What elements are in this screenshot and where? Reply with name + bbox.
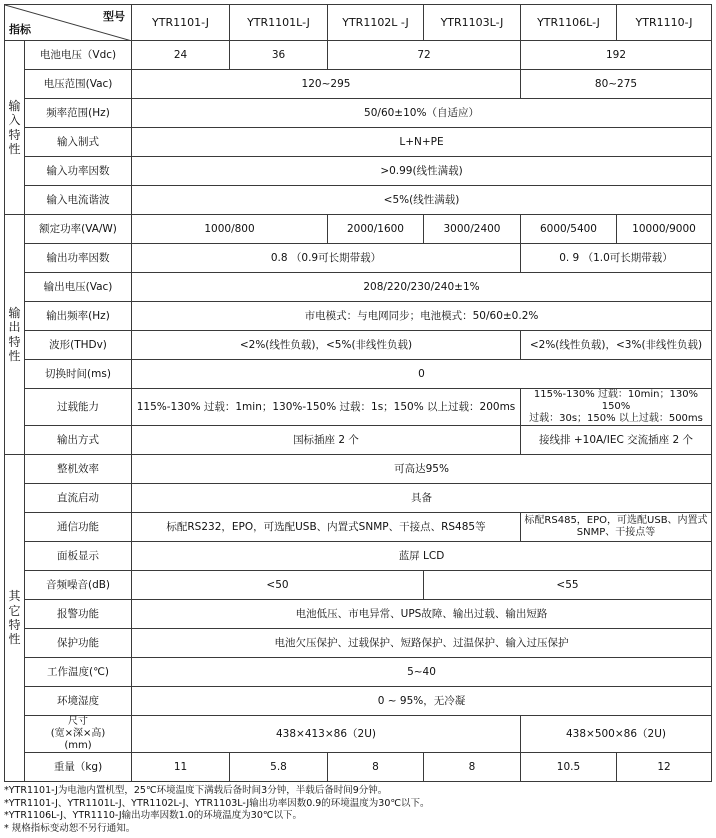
param-label: 输入功率因数 [25, 157, 132, 186]
spec-header-label: 指标 [9, 22, 31, 36]
comm-line-2: SNMP、干接点等 [576, 527, 656, 538]
table-cell: 0 [132, 360, 712, 389]
table-cell: L+N+PE [132, 128, 712, 157]
param-label: 输出电压(Vac) [25, 273, 132, 302]
table-cell: <2%(线性负载)，<5%(非线性负载) [132, 331, 521, 360]
table-row [5, 629, 712, 658]
model-ytr1102l-j: YTR1102L -J [328, 5, 424, 41]
param-label: 额定功率(VA/W) [25, 215, 132, 244]
table-cell: 120~295 [132, 70, 521, 99]
table-row [5, 302, 712, 331]
table-cell: 10.5 [521, 753, 617, 782]
table-cell: 10000/9000 [617, 215, 712, 244]
table-row [5, 687, 712, 716]
model-ytr1106l-j: YTR1106L-J [521, 5, 617, 41]
table-cell [521, 389, 712, 426]
table-row [5, 41, 712, 70]
param-label: 音频噪音(dB) [25, 571, 132, 600]
table-cell: 蓝屏 LCD [132, 542, 712, 571]
param-label: 输入电流谐波 [25, 186, 132, 215]
param-label: 过载能力 [25, 389, 132, 426]
spec-table [4, 4, 712, 782]
table-cell: <5%(线性满载) [132, 186, 712, 215]
table-row [5, 455, 712, 484]
table-cell: 国标插座 2 个 [132, 426, 521, 455]
table-row [5, 360, 712, 389]
table-cell: 80~275 [521, 70, 712, 99]
table-row [5, 426, 712, 455]
param-label: 电池电压（Vdc) [25, 41, 132, 70]
table-row [5, 244, 712, 273]
table-row [5, 484, 712, 513]
table-cell: 208/220/230/240±1% [132, 273, 712, 302]
overload-line-2: 过载：30s；150% 以上过载：500ms [529, 413, 703, 424]
param-label: 频率范围(Hz) [25, 99, 132, 128]
table-cell: <2%(线性负载)，<3%(非线性负载) [521, 331, 712, 360]
param-label: 工作温度(℃) [25, 658, 132, 687]
table-row [5, 273, 712, 302]
dim-label-line-2: (宽×深×高) [50, 728, 106, 739]
param-label: 整机效率 [25, 455, 132, 484]
param-label: 波形(THDv) [25, 331, 132, 360]
table-row [5, 99, 712, 128]
table-cell: <50 [132, 571, 424, 600]
table-cell: >0.99(线性满载) [132, 157, 712, 186]
table-cell: 8 [328, 753, 424, 782]
param-label: 输出频率(Hz) [25, 302, 132, 331]
param-label: 输出功率因数 [25, 244, 132, 273]
table-row [5, 389, 712, 426]
header-row [5, 5, 712, 41]
group-input: 输入特性 [5, 41, 25, 215]
table-cell: 3000/2400 [424, 215, 521, 244]
table-row [5, 753, 712, 782]
table-cell: 438×413×86（2U) [132, 716, 521, 753]
table-row [5, 571, 712, 600]
table-cell: 24 [132, 41, 230, 70]
table-cell: 标配RS232，EPO，可选配USB、内置式SNMP、干接点、RS485等 [132, 513, 521, 542]
table-cell: 接线排 +10A/IEC 交流插座 2 个 [521, 426, 712, 455]
table-row [5, 215, 712, 244]
table-row [5, 331, 712, 360]
param-label: 面板显示 [25, 542, 132, 571]
table-cell: 0. 9 （1.0可长期带载） [521, 244, 712, 273]
table-cell: 市电模式：与电网同步；电池模式：50/60±0.2% [132, 302, 712, 331]
table-row [5, 157, 712, 186]
table-row [5, 128, 712, 157]
table-cell: 36 [230, 41, 328, 70]
table-cell: 可高达95% [132, 455, 712, 484]
table-cell: 8 [424, 753, 521, 782]
param-label: 输出方式 [25, 426, 132, 455]
table-cell: 438×500×86（2U) [521, 716, 712, 753]
table-cell: 6000/5400 [521, 215, 617, 244]
dim-label-line-1: 尺寸 [68, 716, 88, 727]
model-header-label: 型号 [103, 10, 125, 23]
table-row [5, 600, 712, 629]
table-cell: 具备 [132, 484, 712, 513]
table-row [5, 186, 712, 215]
group-output: 输出特性 [5, 215, 25, 455]
table-row [5, 513, 712, 542]
group-other: 其它特性 [5, 455, 25, 782]
table-row [5, 658, 712, 687]
model-ytr1110-j: YTR1110-J [617, 5, 712, 41]
table-cell: 115%-130% 过载：1min；130%-150% 过载：1s；150% 以上过载：200ms [132, 389, 521, 426]
model-ytr1103l-j: YTR1103L-J [424, 5, 521, 41]
footnote: * 规格指标变动恕不另行通知。 [4, 822, 136, 834]
param-label: 电压范围(Vac) [25, 70, 132, 99]
table-cell: 5~40 [132, 658, 712, 687]
table-cell: 电池欠压保护、过载保护、短路保护、过温保护、输入过压保护 [132, 629, 712, 658]
overload-line-1: 115%-130% 过载：10min；130% 150% [533, 389, 699, 412]
table-cell: 5.8 [230, 753, 328, 782]
footnote: *YTR1106L-J、YTR1110-J输出功率因数1.0的环境温度为30℃以下。 [4, 810, 303, 821]
table-cell: 1000/800 [132, 215, 328, 244]
param-label: 报警功能 [25, 600, 132, 629]
table-cell: 0 ~ 95%，无冷凝 [132, 687, 712, 716]
table-cell: 192 [521, 41, 712, 70]
param-label: 重量（kg) [25, 753, 132, 782]
table-row [5, 716, 712, 753]
footnotes [4, 785, 430, 835]
table-cell: 电池低压、市电异常、UPS故障、输出过载、输出短路 [132, 600, 712, 629]
param-label: 输入制式 [25, 128, 132, 157]
table-row [5, 542, 712, 571]
footnote: *YTR1101-J为电池内置机型，25℃环境温度下满载后备时间3分钟，半载后备时间9分钟。 [4, 785, 388, 796]
model-ytr1101-j: YTR1101-J [132, 5, 230, 41]
table-cell: 72 [328, 41, 521, 70]
param-label: 保护功能 [25, 629, 132, 658]
header-corner [5, 5, 132, 41]
table-cell [521, 513, 712, 542]
param-label [25, 716, 132, 753]
comm-line-1: 标配RS485，EPO，可选配USB、内置式 [524, 515, 708, 526]
table-cell: <55 [424, 571, 712, 600]
param-label: 切换时间(ms) [25, 360, 132, 389]
dim-label-line-3: (mm) [64, 740, 92, 751]
table-cell: 11 [132, 753, 230, 782]
model-ytr1101l-j: YTR1101L-J [230, 5, 328, 41]
table-cell: 12 [617, 753, 712, 782]
param-label: 直流启动 [25, 484, 132, 513]
param-label: 环境湿度 [25, 687, 132, 716]
table-cell: 50/60±10%（自适应） [132, 99, 712, 128]
table-cell: 0.8 （0.9可长期带载） [132, 244, 521, 273]
table-row [5, 70, 712, 99]
footnote: *YTR1101-J、YTR1101L-J、YTR1102L-J、YTR1103L-J输出功率因数0.9的环境温度为30℃以下。 [4, 797, 430, 809]
table-cell: 2000/1600 [328, 215, 424, 244]
param-label: 通信功能 [25, 513, 132, 542]
